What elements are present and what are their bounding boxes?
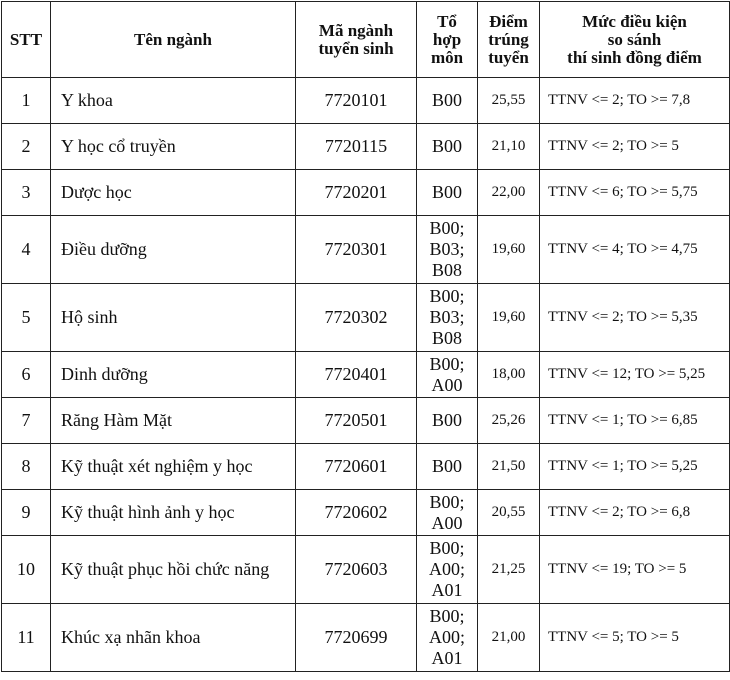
header-score-line: Điểm xyxy=(489,11,528,31)
row-major-code: 7720301 xyxy=(296,216,417,284)
header-name: Tên ngành xyxy=(51,2,296,78)
row-admission-score: 22,00 xyxy=(478,170,540,216)
row-admission-score: 19,60 xyxy=(478,284,540,352)
table-row xyxy=(2,490,730,536)
row-stt: 11 xyxy=(2,604,51,672)
row-major-code: 7720699 xyxy=(296,604,417,672)
row-subject-combo-line: B08 xyxy=(431,260,462,280)
row-subject-combo xyxy=(417,124,478,170)
table-row xyxy=(2,78,730,124)
row-subject-combo-line: A00 xyxy=(431,374,463,395)
row-admission-score: 20,55 xyxy=(478,490,540,536)
row-subject-combo xyxy=(417,170,478,216)
row-subject-combo-line: B00; xyxy=(429,491,465,512)
row-major-code: 7720101 xyxy=(296,78,417,124)
row-subject-combo xyxy=(417,216,478,284)
row-subject-combo-line: B00 xyxy=(431,136,462,156)
row-subject-combo xyxy=(417,78,478,124)
header-code-line: Mã ngành xyxy=(318,20,394,40)
header-combo xyxy=(417,2,478,78)
row-tiebreak-condition: TTNV <= 12; TO >= 5,25 xyxy=(540,352,730,398)
header-combo-line: Tổ xyxy=(437,11,457,31)
row-subject-combo-line: B00; xyxy=(429,606,465,626)
row-tiebreak-condition: TTNV <= 6; TO >= 5,75 xyxy=(540,170,730,216)
row-major-code: 7720603 xyxy=(296,536,417,604)
row-subject-combo xyxy=(417,284,478,352)
row-admission-score: 21,10 xyxy=(478,124,540,170)
row-admission-score: 21,50 xyxy=(478,444,540,490)
row-stt: 6 xyxy=(2,352,51,398)
header-code-line: tuyển sinh xyxy=(318,38,394,58)
row-tiebreak-condition: TTNV <= 4; TO >= 4,75 xyxy=(540,216,730,284)
header-stt: STT xyxy=(2,2,51,78)
table-row xyxy=(2,216,730,284)
header-condition-line: so sánh xyxy=(607,29,662,49)
row-subject-combo-line: B03; xyxy=(429,307,465,327)
row-major-code: 7720501 xyxy=(296,398,417,444)
row-stt: 8 xyxy=(2,444,51,490)
header-score xyxy=(478,2,540,78)
row-subject-combo xyxy=(417,444,478,490)
row-subject-combo-line: B00 xyxy=(431,456,462,476)
row-stt: 4 xyxy=(2,216,51,284)
header-combo-line: hợp xyxy=(432,29,462,49)
row-tiebreak-condition: TTNV <= 19; TO >= 5 xyxy=(540,536,730,604)
row-subject-combo-line: B00; xyxy=(429,353,465,374)
row-tiebreak-condition: TTNV <= 1; TO >= 6,85 xyxy=(540,398,730,444)
header-row xyxy=(2,2,730,78)
row-subject-combo-line: A00 xyxy=(431,512,463,533)
header-condition xyxy=(540,2,730,78)
row-subject-combo-line: A01 xyxy=(431,580,463,600)
row-major-name: Kỹ thuật xét nghiệm y học xyxy=(51,444,296,490)
table-body xyxy=(2,78,730,672)
row-major-name: Kỹ thuật phục hồi chức năng xyxy=(51,536,296,604)
admission-score-table xyxy=(1,1,730,672)
row-admission-score: 18,00 xyxy=(478,352,540,398)
row-subject-combo xyxy=(417,536,478,604)
row-major-code: 7720302 xyxy=(296,284,417,352)
row-major-name: Kỹ thuật hình ảnh y học xyxy=(51,490,296,536)
row-admission-score: 25,55 xyxy=(478,78,540,124)
header-score-line: tuyển xyxy=(488,47,529,67)
row-stt: 1 xyxy=(2,78,51,124)
row-tiebreak-condition: TTNV <= 2; TO >= 6,8 xyxy=(540,490,730,536)
row-admission-score: 19,60 xyxy=(478,216,540,284)
row-subject-combo-line: B03; xyxy=(429,239,465,259)
row-major-code: 7720115 xyxy=(296,124,417,170)
row-major-code: 7720602 xyxy=(296,490,417,536)
row-subject-combo-line: A01 xyxy=(431,648,463,668)
row-major-name: Dược học xyxy=(51,170,296,216)
row-stt: 2 xyxy=(2,124,51,170)
row-subject-combo-line: B08 xyxy=(431,328,462,348)
row-stt: 9 xyxy=(2,490,51,536)
row-subject-combo-line: B00; xyxy=(429,218,465,238)
row-subject-combo-line: B00 xyxy=(431,182,462,202)
row-subject-combo xyxy=(417,604,478,672)
header-condition-line: Mức điều kiện xyxy=(582,11,687,31)
table-row xyxy=(2,170,730,216)
row-subject-combo-line: A00; xyxy=(429,559,465,579)
header-condition-line: thí sinh đồng điểm xyxy=(567,47,702,67)
header-combo-line: môn xyxy=(430,47,464,67)
row-major-name: Hộ sinh xyxy=(51,284,296,352)
row-major-name: Y khoa xyxy=(51,78,296,124)
table-row xyxy=(2,536,730,604)
header-score-line: trúng xyxy=(488,29,529,49)
row-subject-combo xyxy=(417,490,478,536)
table-row xyxy=(2,398,730,444)
row-subject-combo-line: B00; xyxy=(429,286,465,306)
row-major-code: 7720601 xyxy=(296,444,417,490)
table-row xyxy=(2,604,730,672)
row-subject-combo-line: B00 xyxy=(431,410,462,430)
table-row xyxy=(2,352,730,398)
row-major-code: 7720401 xyxy=(296,352,417,398)
row-stt: 7 xyxy=(2,398,51,444)
table-row xyxy=(2,284,730,352)
row-admission-score: 25,26 xyxy=(478,398,540,444)
row-subject-combo-line: B00 xyxy=(431,90,462,110)
row-subject-combo-line: A00; xyxy=(429,627,465,647)
table-row xyxy=(2,124,730,170)
row-stt: 3 xyxy=(2,170,51,216)
row-major-name: Dinh dưỡng xyxy=(51,352,296,398)
row-major-name: Y học cổ truyền xyxy=(51,124,296,170)
row-tiebreak-condition: TTNV <= 2; TO >= 5 xyxy=(540,124,730,170)
row-tiebreak-condition: TTNV <= 2; TO >= 5,35 xyxy=(540,284,730,352)
row-subject-combo xyxy=(417,398,478,444)
row-admission-score: 21,00 xyxy=(478,604,540,672)
row-stt: 5 xyxy=(2,284,51,352)
row-major-name: Khúc xạ nhãn khoa xyxy=(51,604,296,672)
row-tiebreak-condition: TTNV <= 5; TO >= 5 xyxy=(540,604,730,672)
header-code xyxy=(296,2,417,78)
row-stt: 10 xyxy=(2,536,51,604)
row-subject-combo-line: B00; xyxy=(429,538,465,558)
row-tiebreak-condition: TTNV <= 2; TO >= 7,8 xyxy=(540,78,730,124)
row-tiebreak-condition: TTNV <= 1; TO >= 5,25 xyxy=(540,444,730,490)
row-admission-score: 21,25 xyxy=(478,536,540,604)
table-row xyxy=(2,444,730,490)
row-major-name: Điều dưỡng xyxy=(51,216,296,284)
row-major-code: 7720201 xyxy=(296,170,417,216)
row-major-name: Răng Hàm Mặt xyxy=(51,398,296,444)
row-subject-combo xyxy=(417,352,478,398)
